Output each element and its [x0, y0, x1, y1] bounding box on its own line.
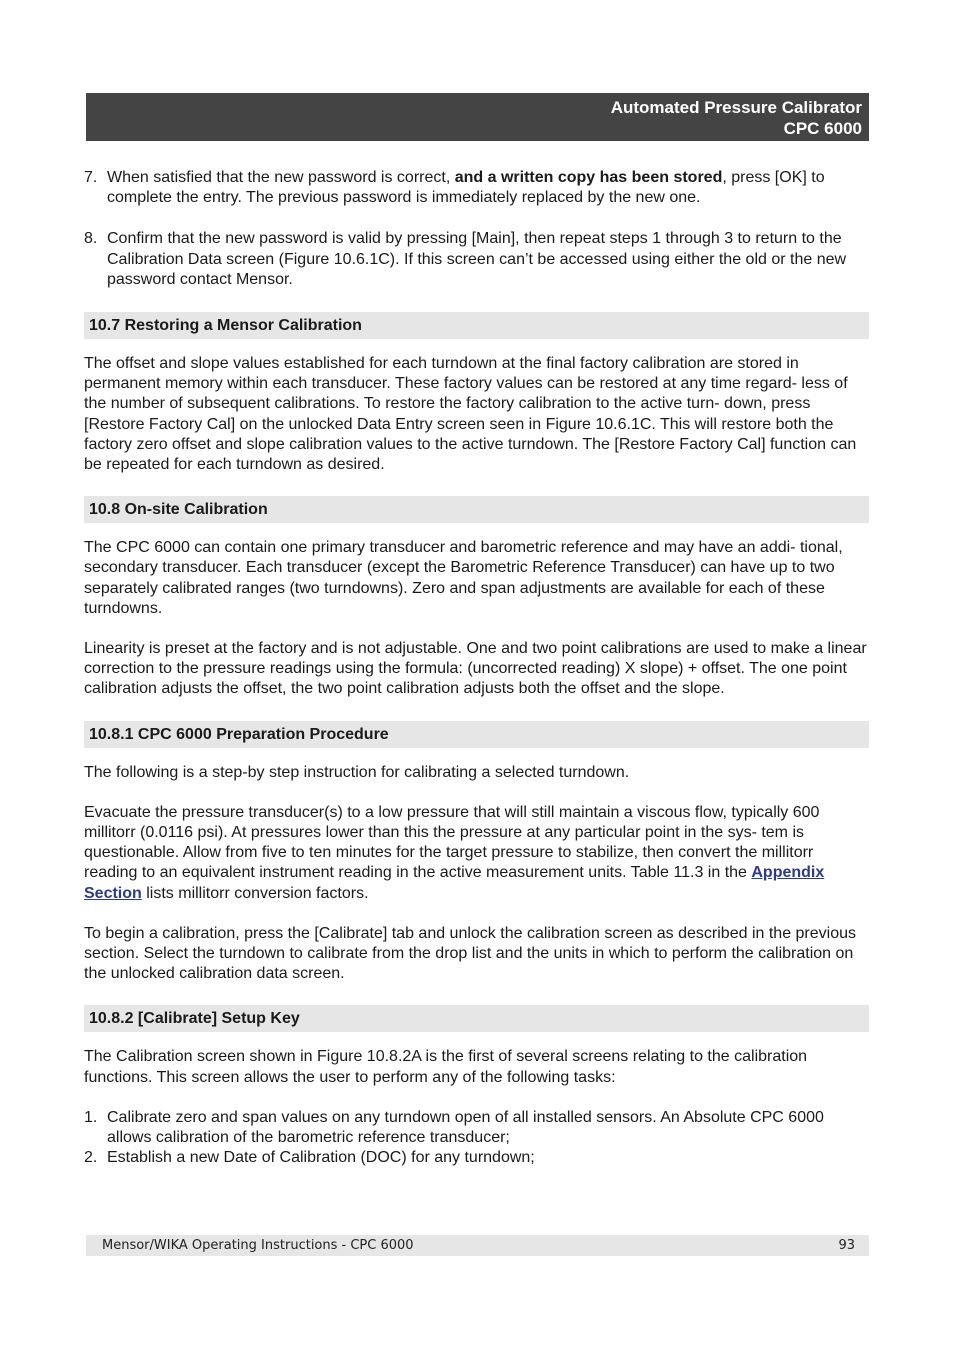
section-heading-10-8: 10.8 On-site Calibration — [84, 496, 869, 523]
section-heading-10-8-1: 10.8.1 CPC 6000 Preparation Procedure — [84, 721, 869, 748]
section-heading-10-7: 10.7 Restoring a Mensor Calibration — [84, 312, 869, 339]
header-model: CPC 6000 — [783, 119, 862, 138]
step-8 — [84, 229, 869, 290]
list-item — [84, 1108, 869, 1148]
step-number: 7. — [84, 169, 98, 186]
paragraph-text: Evacuate the pressure transducer(s) to a low pressure that will still maintain a viscous flow, typically 600 millitorr (0.0116 psi). At pressures lower than this the pressure at any particular point in the sys- tem is questionable. Allow from five to ten minutes for the target pressure to stabilize, then convert the millitorr reading to an equivalent instrument reading in the active measurement units. Table 11.3 in the — [84, 803, 820, 882]
section-heading-10-8-2: 10.8.2 [Calibrate] Setup Key — [84, 1005, 869, 1032]
page-header — [86, 93, 869, 141]
step-text: Confirm that the new password is valid by pressing [Main], then repeat steps 1 through 3 to return to the Calibration Data screen (Figure 10.6.1C). If this screen can’t be accessed using either the old or the new password contact Mensor. — [107, 230, 847, 288]
page-content — [84, 168, 869, 1169]
appendix-section-link[interactable]: Appendix Section — [84, 864, 825, 902]
footer-text: Mensor/WIKA Operating Instructions - CPC 6000 — [102, 1238, 414, 1253]
list-text: Establish a new Date of Calibration (DOC) for any turndown; — [107, 1149, 535, 1167]
paragraph: The following is a step-by step instruction for calibrating a selected turndown. — [84, 763, 630, 781]
page-number: 93 — [838, 1238, 855, 1253]
header-title: Automated Pressure Calibrator — [610, 98, 862, 117]
paragraph: Linearity is preset at the factory and is not adjustable. One and two point calibrations are used to make a linear correction to the pressure readings using the formula: (uncorrected reading) X slope) + offset. The one point calibration adjusts the offset, the two point calibration adjusts both the offset and the slope. — [84, 640, 867, 698]
list-number: 1. — [84, 1108, 98, 1126]
page-footer — [86, 1235, 869, 1256]
paragraph-text-cont: lists millitorr conversion factors. — [141, 884, 369, 902]
paragraph: The offset and slope values established for each turndown at the final factory calibration are stored in permanent memory within each transducer. These factory values can be restored at any time regard- less of the number of subsequent calibrations. To restore the factory calibration to the active turn- down, press [Restore Factory Cal] on the unlocked Data Entry screen seen in Figure 10.6.1C. This will restore both the factory zero offset and slope calibration values to the active turndown. The [Restore Factory Cal] function can be repeated for each turndown as desired. — [84, 355, 857, 474]
list-text: Calibrate zero and span values on any turndown open of all installed sensors. An Absolute CPC 6000 allows calibration of the barometric reference transducer; — [107, 1108, 824, 1147]
step-text-cont: , press [OK] to complete the entry. The previous password is immediately replaced by the new one. — [107, 169, 825, 207]
list-number: 2. — [84, 1149, 98, 1167]
paragraph: To begin a calibration, press the [Calibrate] tab and unlock the calibration screen as described in the previous section. Select the turndown to calibrate from the drop list and the units in which to perform the calibration on the unlocked calibration data screen. — [84, 924, 857, 983]
paragraph: The Calibration screen shown in Figure 10.8.2A is the first of several screens relating to the calibration functions. This screen allows the user to perform any of the following tasks: — [84, 1048, 808, 1086]
step-bold-text: and a written copy has been stored — [454, 169, 723, 186]
step-number: 8. — [84, 230, 98, 248]
paragraph: The CPC 6000 can contain one primary transducer and barometric reference and may have an addi- tional, secondary transducer. Each transducer (except the Barometric Reference Transducer) can have up to two separately calibrated ranges (two turndowns). Zero and span adjustments are available for each of these turndowns. — [84, 539, 843, 617]
step-text: When satisfied that the new password is correct, — [107, 169, 455, 186]
list-item — [84, 1148, 869, 1168]
paragraph — [84, 803, 869, 904]
step-7 — [84, 168, 869, 208]
